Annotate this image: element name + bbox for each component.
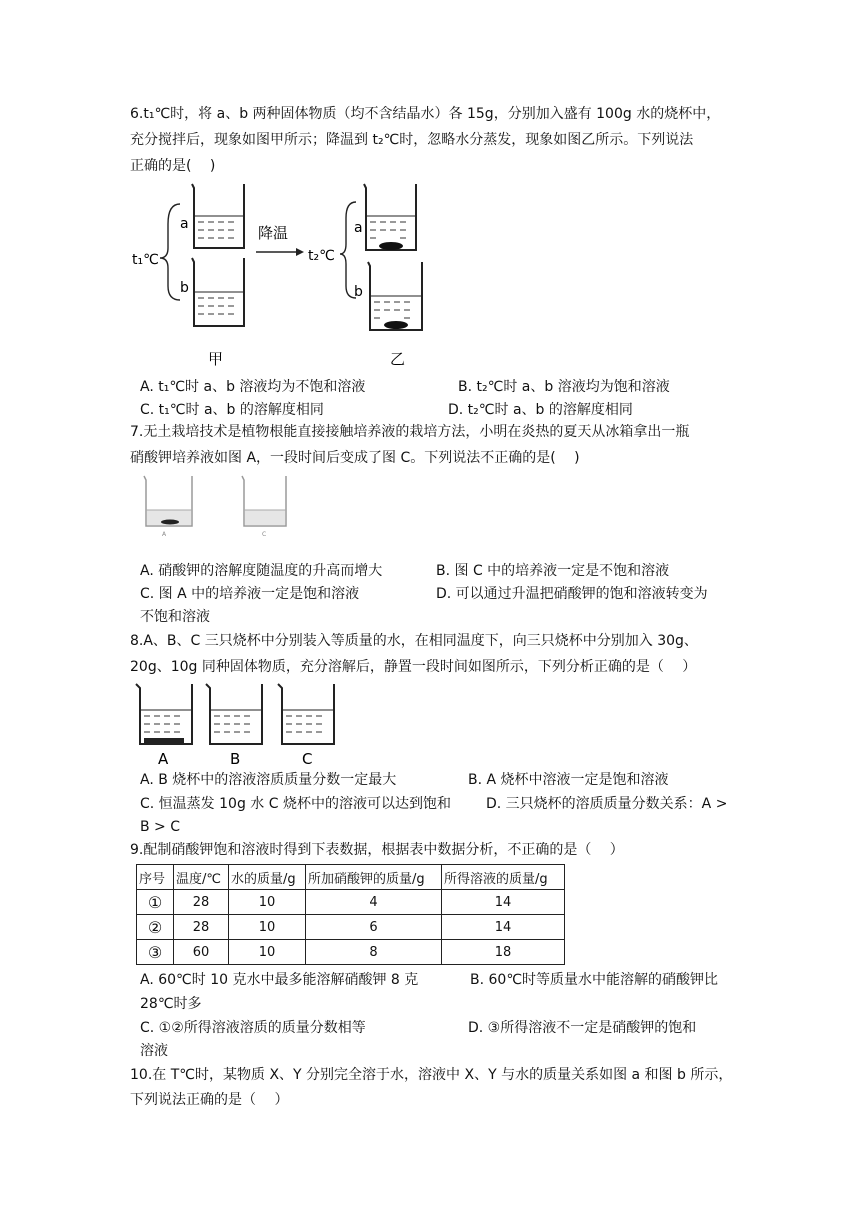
- q9-stem-line-1: 9.配制硝酸钾饱和溶液时得到下表数据，根据表中数据分析，不正确的是（ ）: [130, 842, 624, 858]
- q6-fig-arrow-head: [296, 248, 304, 256]
- q9-cell: 10: [229, 940, 306, 965]
- q6-option-a[interactable]: A. t₁℃时 a、b 溶液均为不饱和溶液: [140, 379, 366, 395]
- q6-fig-a-label-right: a: [354, 220, 363, 236]
- q8-stem-line-1: 8.A、B、C 三只烧杯中分别装入等质量的水，在相同温度下，向三只烧杯中分别加入 30g、: [130, 633, 698, 649]
- q6-beaker-b-yi: [368, 262, 422, 330]
- q9-data-table: [136, 864, 565, 965]
- q9-cell: 18: [442, 940, 565, 965]
- q9-header-temperature: 温度/℃: [174, 865, 229, 890]
- q6-fig-b-label-left: b: [180, 280, 189, 296]
- q8-fig-c-label: C: [302, 750, 313, 768]
- q7-beaker-figure: [140, 474, 300, 540]
- q9-cell: 14: [442, 915, 565, 940]
- q6-beaker-b-jia: [192, 258, 244, 326]
- q9-table-header-row: [137, 865, 565, 890]
- q9-cell: ②: [137, 915, 174, 940]
- q9-option-d[interactable]: D. ③所得溶液不一定是硝酸钾的饱和: [468, 1020, 697, 1036]
- q7-stem-line-1: 7.无土栽培技术是植物根能直接接触培养液的栽培方法，小明在炎热的夏天从冰箱拿出一瓶: [130, 424, 690, 440]
- q8-beaker-figure: [134, 680, 354, 770]
- q6-beaker-a-jia: [192, 184, 244, 248]
- q9-cell: 10: [229, 890, 306, 915]
- q8-fig-a-label: A: [158, 750, 169, 768]
- q6-fig-a-label-left: a: [180, 216, 189, 232]
- q7-fig-c-label: C: [262, 531, 267, 538]
- q6-beaker-a-yi: [364, 184, 416, 250]
- q9-cell: 4: [306, 890, 442, 915]
- q7-option-d-cont: 不饱和溶液: [140, 609, 210, 625]
- q9-cell: 6: [306, 915, 442, 940]
- q6-fig-jia-caption: 甲: [208, 350, 224, 368]
- q7-option-a[interactable]: A. 硝酸钾的溶解度随温度的升高而增大: [140, 563, 383, 579]
- q9-option-c[interactable]: C. ①②所得溶液溶质的质量分数相等: [140, 1020, 366, 1036]
- q6-option-c[interactable]: C. t₁℃时 a、b 的溶解度相同: [140, 402, 324, 418]
- q7-stem-line-2: 硝酸钾培养液如图 A，一段时间后变成了图 C。下列说法不正确的是( ): [130, 450, 580, 466]
- table-row: [137, 940, 565, 965]
- q8-option-a[interactable]: A. B 烧杯中的溶液溶质质量分数一定最大: [140, 772, 397, 788]
- q6-fig-b-label-right: b: [354, 284, 363, 300]
- q6-stem-line-2: 充分搅拌后，现象如图甲所示；降温到 t₂℃时，忽略水分蒸发，现象如图乙所示。下列说法: [130, 132, 694, 148]
- q9-cell: 28: [174, 915, 229, 940]
- q9-header-solution-mass: 所得溶液的质量/g: [442, 865, 565, 890]
- q6-fig-t1-label: t₁℃: [132, 252, 159, 268]
- q9-option-a[interactable]: A. 60℃时 10 克水中最多能溶解硝酸钾 8 克: [140, 972, 419, 988]
- q6-fig-arrow-label: 降温: [258, 224, 289, 242]
- q8-beaker-a: [136, 684, 192, 768]
- q6-fig-yi-caption: 乙: [390, 350, 406, 368]
- q8-fig-b-label: B: [230, 750, 241, 768]
- q6-fig-brace-left: [160, 204, 180, 300]
- q9-cell: ③: [137, 940, 174, 965]
- q8-beaker-c: [278, 684, 334, 768]
- q9-cell: 28: [174, 890, 229, 915]
- q6-fig-t2-label: t₂℃: [308, 248, 335, 264]
- q7-fig-a-label: A: [162, 531, 167, 538]
- q7-option-b[interactable]: B. 图 C 中的培养液一定是不饱和溶液: [436, 563, 670, 579]
- q10-stem-line-1: 10.在 T℃时，某物质 X、Y 分别完全溶于水，溶液中 X、Y 与水的质量关系如图 a 和图 b 所示，: [130, 1067, 733, 1083]
- q8-option-d[interactable]: D. 三只烧杯的溶质质量分数关系：A >: [486, 796, 728, 812]
- q9-cell: ①: [137, 890, 174, 915]
- table-row: [137, 915, 565, 940]
- q10-stem-line-2: 下列说法正确的是（ ）: [130, 1092, 289, 1108]
- q9-option-d-cont: 溶液: [140, 1043, 168, 1059]
- q8-stem-line-2: 20g、10g 同种固体物质，充分溶解后，静置一段时间如图所示，下列分析正确的是（ ）: [130, 659, 697, 675]
- q7-option-c[interactable]: C. 图 A 中的培养液一定是饱和溶液: [140, 586, 360, 602]
- q9-header-water-mass: 水的质量/g: [229, 865, 306, 890]
- q7-beaker-a: [144, 476, 192, 538]
- q7-option-d[interactable]: D. 可以通过升温把硝酸钾的饱和溶液转变为: [436, 586, 708, 602]
- q7-beaker-c: [242, 476, 286, 538]
- q8-beaker-b: [206, 684, 262, 768]
- q9-cell: 14: [442, 890, 565, 915]
- q9-cell: 10: [229, 915, 306, 940]
- q8-option-b[interactable]: B. A 烧杯中溶液一定是饱和溶液: [468, 772, 669, 788]
- q6-option-b[interactable]: B. t₂℃时 a、b 溶液均为饱和溶液: [458, 379, 670, 395]
- q8-option-c[interactable]: C. 恒温蒸发 10g 水 C 烧杯中的溶液可以达到饱和: [140, 796, 451, 812]
- q6-stem-line-3: 正确的是( ): [130, 158, 216, 174]
- q6-stem-line-1: 6.t₁℃时，将 a、b 两种固体物质（均不含结晶水）各 15g，分别加入盛有 100g 水的烧杯中，: [130, 106, 721, 122]
- q9-option-b[interactable]: B. 60℃时等质量水中能溶解的硝酸钾比: [470, 972, 719, 988]
- q9-cell: 60: [174, 940, 229, 965]
- q9-header-kno3-mass: 所加硝酸钾的质量/g: [306, 865, 442, 890]
- q6-beaker-figure: [128, 178, 588, 370]
- q9-header-index: 序号: [137, 865, 174, 890]
- q9-cell: 8: [306, 940, 442, 965]
- table-row: [137, 890, 565, 915]
- q6-option-d[interactable]: D. t₂℃时 a、b 的溶解度相同: [448, 402, 633, 418]
- q9-option-b-cont: 28℃时多: [140, 996, 202, 1012]
- q8-option-d-cont: B > C: [140, 819, 181, 835]
